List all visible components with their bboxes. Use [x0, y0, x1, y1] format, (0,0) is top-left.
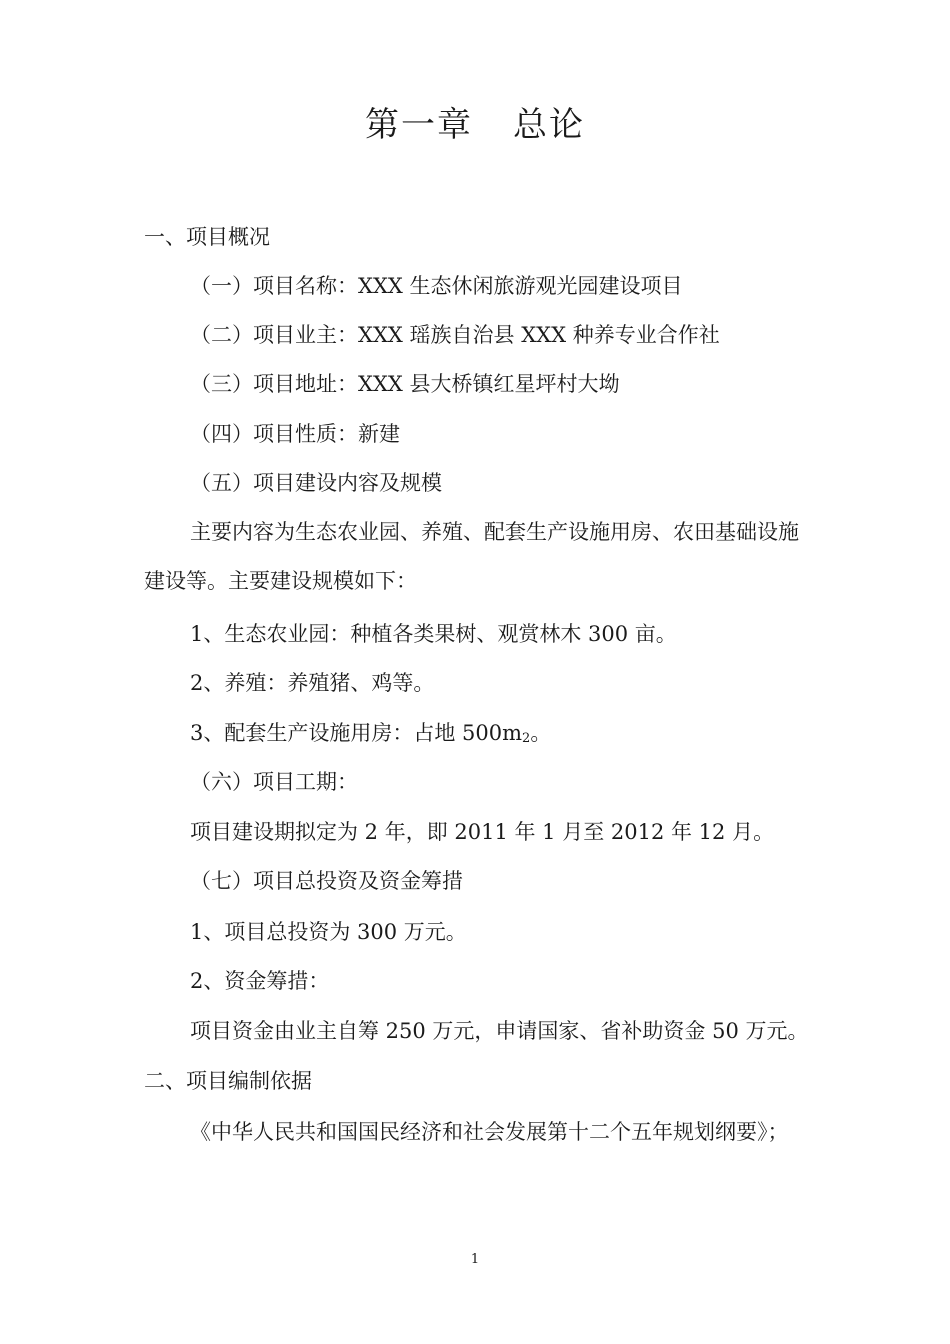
project-address-line: （三）项目地址：XXX 县大桥镇红星坪村大坳 — [190, 372, 620, 396]
scope-item-breeding: 2、养殖：养殖猪、鸡等。 — [190, 671, 435, 695]
facilities-text: 3、配套生产设施用房：占地 500m — [190, 721, 523, 745]
chapter-name: 总论 — [513, 105, 585, 145]
chapter-number: 第一章 — [365, 105, 473, 145]
project-nature-line: （四）项目性质：新建 — [190, 422, 400, 446]
project-name-line: （一）项目名称：XXX 生态休闲旅游观光园建设项目 — [190, 274, 683, 298]
section-heading-overview: 一、项目概况 — [144, 225, 270, 249]
scope-item-facilities — [190, 718, 551, 752]
chapter-title — [0, 100, 950, 150]
project-scope-heading: （五）项目建设内容及规模 — [190, 471, 442, 495]
scope-item-ecological-park: 1、生态农业园：种植各类果树、观赏林木 300 亩。 — [190, 622, 677, 646]
facilities-suffix: 。 — [530, 721, 552, 745]
construction-period-text: 项目建设期拟定为 2 年，即 2011 年 1 月至 2012 年 12 月。 — [190, 820, 775, 844]
investment-total: 1、项目总投资为 300 万元。 — [190, 920, 467, 944]
page-number: 1 — [470, 1252, 480, 1267]
funding-heading: 2、资金筹措： — [190, 969, 330, 993]
scope-paragraph: 主要内容为生态农业园、养殖、配套生产设施用房、农田基础设施建设等。主要建设规模如下： — [144, 520, 799, 593]
construction-period-heading: （六）项目工期： — [190, 770, 358, 794]
investment-heading: （七）项目总投资及资金筹措 — [190, 869, 463, 893]
area-unit-superscript: 2 — [522, 731, 531, 746]
section-heading-basis: 二、项目编制依据 — [144, 1069, 312, 1093]
project-owner-line: （二）项目业主：XXX 瑶族自治县 XXX 种养专业合作社 — [190, 323, 720, 347]
funding-text: 项目资金由业主自筹 250 万元，申请国家、省补助资金 50 万元。 — [190, 1019, 809, 1043]
basis-paragraph: 《中华人民共和国国民经济和社会发展第十二个五年规划纲要》； — [190, 1120, 789, 1144]
